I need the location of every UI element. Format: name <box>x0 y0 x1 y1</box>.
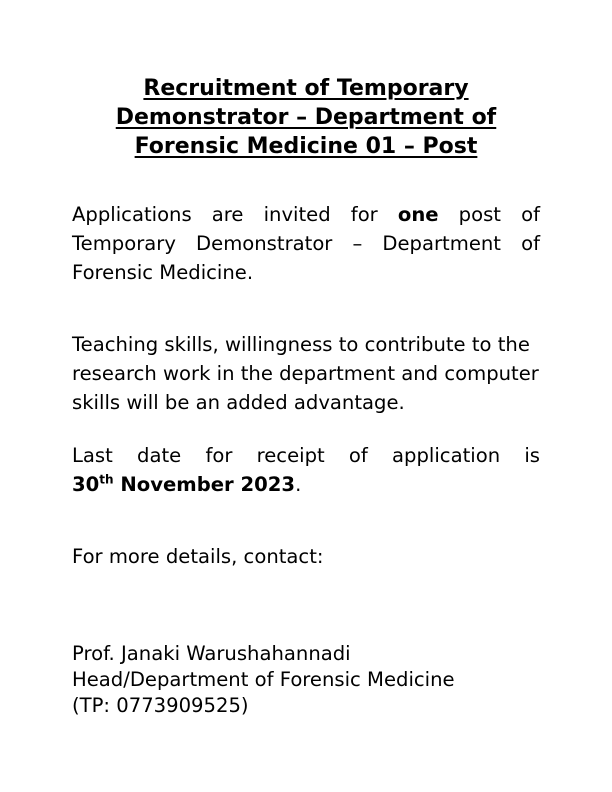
applications-line-3: Forensic Medicine. <box>72 261 254 284</box>
title-line-3: Forensic Medicine 01 – Post <box>134 134 478 159</box>
contact-signature <box>72 641 540 719</box>
deadline-line-1: Last date for receipt of application is <box>72 444 540 467</box>
skills-line-3: skills will be an added advantage. <box>72 391 405 414</box>
deadline-paragraph <box>72 441 540 499</box>
deadline-line-2 <box>72 470 540 499</box>
applications-line-1 <box>72 200 540 229</box>
deadline-month-year: November 2023 <box>113 473 296 496</box>
skills-line-1: Teaching skills, willingness to contribute to the <box>72 333 530 356</box>
applications-paragraph <box>72 200 540 287</box>
notice-title <box>72 74 540 161</box>
deadline-date <box>72 473 295 496</box>
title-line-2: Demonstrator – Department of <box>115 105 497 130</box>
skills-paragraph <box>72 330 540 417</box>
contact-name: Prof. Janaki Warushahannadi <box>72 642 351 665</box>
applications-text-end: post of <box>438 203 540 226</box>
deadline-period: . <box>295 473 302 496</box>
deadline-day: 30 <box>72 473 100 496</box>
skills-line-2: research work in the department and computer <box>72 362 539 385</box>
deadline-day-suffix: th <box>99 472 114 487</box>
title-line-1: Recruitment of Temporary <box>143 76 469 101</box>
applications-line-2: Temporary Demonstrator – Department of <box>72 232 540 255</box>
contact-intro: For more details, contact: <box>72 545 324 568</box>
contact-phone: (TP: 0773909525) <box>72 694 249 717</box>
applications-text-start: Applications are invited for <box>72 203 398 226</box>
contact-position: Head/Department of Forensic Medicine <box>72 668 455 691</box>
post-count-emphasis: one <box>397 203 439 226</box>
